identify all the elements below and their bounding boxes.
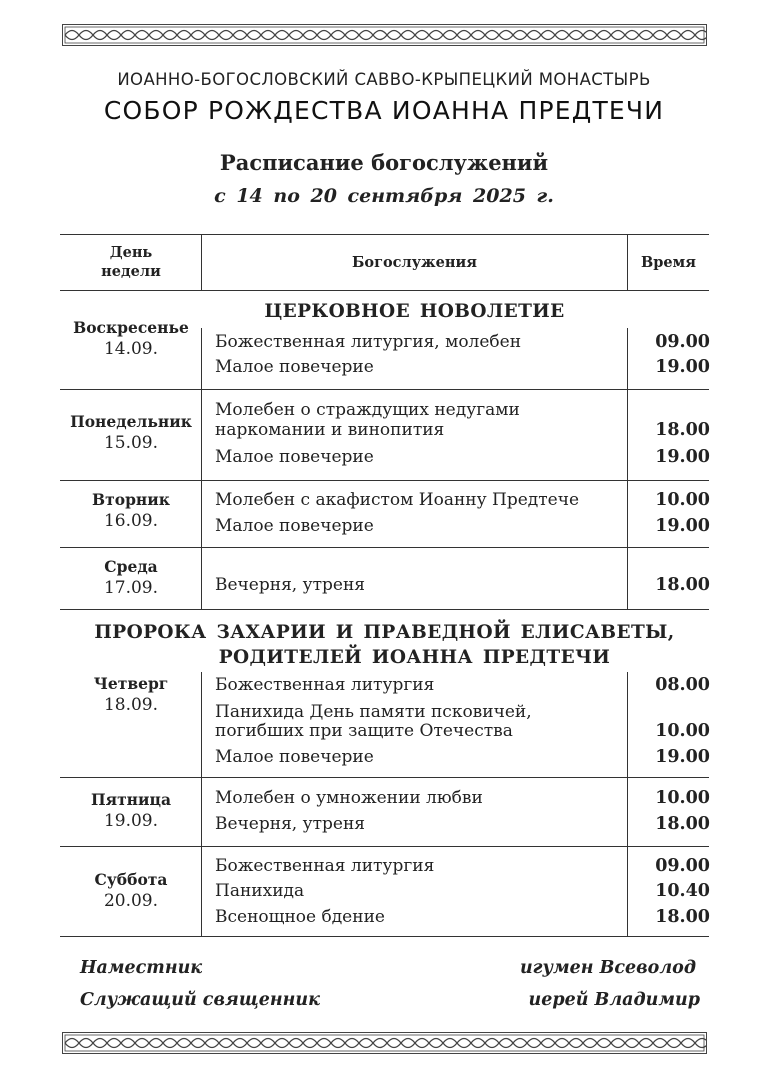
service-line: Малое повечерие	[215, 447, 374, 467]
schedule-title: Расписание богослужений	[219, 150, 549, 175]
day-cell-monday	[60, 412, 202, 454]
service-time: 18.00	[655, 814, 710, 834]
service-line: Божественная литургия	[215, 856, 435, 876]
day-date: 14.09.	[103, 339, 159, 359]
service-time: 10.40	[655, 881, 710, 901]
service-time: 10.00	[655, 490, 710, 510]
service-line: Вечерня, утреня	[215, 814, 366, 834]
service-line: наркомании и винопития	[215, 420, 445, 440]
column-divider	[627, 328, 628, 610]
table-top-rule	[60, 234, 709, 235]
service-time: 18.00	[655, 575, 710, 595]
service-line: Панихида	[215, 881, 305, 901]
service-line: Всенощное бдение	[215, 907, 385, 927]
table-header-rule	[60, 290, 709, 291]
row-divider	[60, 480, 709, 481]
service-line: Малое повечерие	[215, 747, 374, 767]
feast-title: ЦЕРКОВНОЕ НОВОЛЕТИЕ	[264, 301, 565, 322]
signature-name: игумен Всеволод	[519, 958, 696, 978]
service-line: Божественная литургия	[215, 675, 435, 695]
service-time: 19.00	[655, 516, 710, 536]
signature-name: иерей Владимир	[528, 990, 700, 1010]
feast-title-line: ПРОРОКА ЗАХАРИИ И ПРАВЕДНОЙ ЕЛИСАВЕТЫ,	[94, 622, 675, 643]
service-line: Молебен с акафистом Иоанну Предтече	[215, 490, 580, 510]
monastery-name: ИОАННО-БОГОСЛОВСКИЙ САВВО-КРЫПЕЦКИЙ МОНАСТЫРЬ	[117, 70, 651, 89]
service-line: Панихида День памяти псковичей,	[215, 702, 532, 722]
service-time: 19.00	[655, 357, 710, 377]
top-ornament-border	[62, 24, 707, 46]
cathedral-name: СОБОР РОЖДЕСТВА ИОАННА ПРЕДТЕЧИ	[103, 96, 665, 125]
day-date: 18.09.	[103, 695, 159, 715]
service-line: Малое повечерие	[215, 516, 374, 536]
service-time: 10.00	[655, 788, 710, 808]
row-divider	[60, 609, 709, 610]
header-services: Богослужения	[352, 254, 477, 271]
service-line: погибших при защите Отечества	[215, 721, 513, 741]
signature-role: Наместник	[80, 958, 203, 978]
row-divider	[60, 846, 709, 847]
service-line: Божественная литургия, молебен	[215, 332, 522, 352]
day-date: 19.09.	[103, 811, 159, 831]
bottom-ornament-border	[62, 1032, 707, 1054]
row-divider	[60, 389, 709, 390]
day-name: Понедельник	[70, 412, 192, 431]
day-name: Пятница	[90, 790, 172, 809]
header-day	[60, 243, 202, 281]
row-divider	[60, 777, 709, 778]
service-line: Малое повечерие	[215, 357, 374, 377]
service-time: 09.00	[655, 332, 710, 352]
service-time: 10.00	[655, 721, 710, 741]
day-cell-friday	[60, 790, 202, 832]
signature-role: Служащий священник	[80, 990, 320, 1010]
service-time: 09.00	[655, 856, 710, 876]
table-bottom-rule	[60, 936, 709, 937]
service-time: 18.00	[655, 420, 710, 440]
day-name: Среда	[104, 557, 158, 576]
day-date: 15.09.	[103, 433, 159, 453]
service-time: 19.00	[655, 747, 710, 767]
day-date: 20.09.	[103, 891, 159, 911]
header-day-line1: День	[109, 244, 153, 261]
day-name: Воскресенье	[73, 318, 189, 337]
service-time: 08.00	[655, 675, 710, 695]
day-cell-thursday	[60, 674, 202, 716]
header-day-line2: недели	[101, 263, 161, 280]
service-time: 19.00	[655, 447, 710, 467]
schedule-dates: с 14 по 20 сентября 2025 г.	[214, 185, 554, 207]
service-line: Молебен о умножении любви	[215, 788, 483, 808]
feast-title-line: РОДИТЕЛЕЙ ИОАННА ПРЕДТЕЧИ	[218, 647, 611, 668]
service-line: Молебен о страждущих недугами	[215, 400, 520, 420]
header-time: Время	[641, 254, 696, 271]
day-cell-tuesday	[60, 490, 202, 532]
service-time: 18.00	[655, 907, 710, 927]
day-name: Вторник	[92, 490, 170, 509]
column-divider	[627, 672, 628, 937]
day-cell-sunday	[60, 318, 202, 360]
row-divider	[60, 547, 709, 548]
day-name: Четверг	[93, 674, 169, 693]
day-date: 17.09.	[103, 578, 159, 598]
service-line: Вечерня, утреня	[215, 575, 366, 595]
day-date: 16.09.	[103, 511, 159, 531]
day-name: Суббота	[94, 870, 168, 889]
day-cell-saturday	[60, 870, 202, 912]
day-cell-wednesday	[60, 557, 202, 599]
